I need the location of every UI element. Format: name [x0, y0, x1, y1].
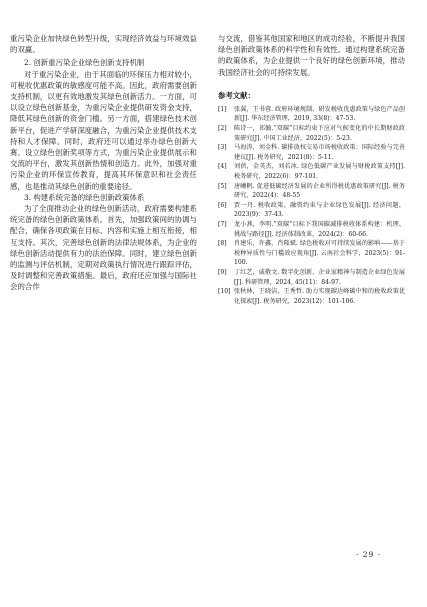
section-3-heading: 3. 构建系统完备的绿色创新政策体系 [24, 192, 145, 202]
continuation-paragraph: 与交流，借鉴其他国家和地区的成功经验，不断提升我国绿色创新政策体系的科学性和有效性。通过构建系统完备的政策体系，为企业提供一个良好的绿色创新环境，推动我国经济社会的可持续发展。 [218, 34, 405, 77]
reference-text: 贾一丹. 税收政策、融资约束与企业绿色发展[J]. 经济问题，2023(9)：37-43. [234, 201, 405, 219]
reference-number: [7] [218, 220, 227, 228]
reference-text: 马海涛，刘金科. 碳排放权交易市场税收政策：国际经验与完善建议[J]. 税务研究，2021(8)：5-11. [234, 144, 405, 161]
section-3-body: 为了全面推动企业的绿色创新活动，政府需要构建系统完备的绿色创新政策体系。首先，加强政策间的协调与配合，确保各项政策在目标、内容和实施上相互衔接，相互支持。其次，完善绿色创新的法律法规体系，为企业的绿色创新活动提供有力的法治保障。同时，建立绿色创新的监测与评估机制，定期对政策执行情况进行跟踪评估，及时调整和完善政策措施。最后，政府还应加强与国际社会的合作 [10, 204, 197, 292]
reference-item [218, 105, 405, 124]
intro-paragraph: 重污染企业加快绿色转型升级，实现经济效益与环境效益的双赢。 [10, 34, 197, 55]
section-2-body: 对于重污染企业，由于其面临的环保压力相对较小，可税收优惠政策的敏感度可能不高。因此，政府需要创新支持机制，以更有效地激发其绿色创新活力。一方面，可以设立绿色创新基金，为重污染企业提供研发资金支持，降低其绿色创新的资金门槛。另一方面，搭建绿色技术创新平台，促进产学研深度融合，为重污染企业提供技术支持和人才保障。同时，政府还可以通过举办绿色创新大赛、设立绿色创新奖项等方式，为重污染企业提供展示和交流的平台，激发其创新热情和创造力。此外，加强对重污染企业的环保宣传教育，提高其环保意识和社会责任感，也是推动其绿色创新的重要途径。 [10, 69, 197, 191]
reference-text: 唐曦帆. 促进低碳经济发展的企业所得税优惠政策研究[J]. 税务研究，2022(4)：48-55 [234, 182, 405, 200]
reference-text: 龙小燕，李明.“双碳”目标下我国碳减排税收体系构建：机理、挑战与路径[J]. 经济体制改革，2024(2)：60-66. [234, 220, 405, 238]
reference-text: 肖建乐，许鑫，肖隆斌. 绿色税收对可持续发展的影响——基于税种异质性与门槛效应视角[J]. 云南社会科学，2023(5)：91-100. [234, 240, 405, 267]
reference-text: 丁红艺，戚敬文. 数字化创新、企业家精神与制造企业绿色发展[J]. 科研管理，2024, 45(11)：84-97. [234, 268, 405, 286]
reference-number: [8] [218, 240, 227, 248]
reference-item [218, 143, 405, 162]
reference-item [218, 182, 405, 201]
reference-item [218, 268, 405, 287]
reference-text: 刘蓓，金英杰，刘若冰. 绿色低碳产业发展与财税政策支持[J]. 税务研究，2022(6)：97-101. [234, 163, 405, 180]
reference-number: [9] [218, 268, 227, 276]
reference-number: [5] [218, 182, 227, 190]
reference-item [218, 287, 405, 306]
reference-item [218, 201, 405, 220]
references-list [218, 105, 405, 306]
reference-item [218, 124, 405, 143]
reference-item [218, 239, 405, 268]
references-title: 参考文献： [218, 90, 255, 100]
right-column [218, 33, 405, 306]
reference-number: [3] [218, 144, 227, 152]
section-2-heading: 2. 创新重污染企业绿色创新支持机制 [24, 58, 145, 68]
reference-item [218, 162, 405, 181]
reference-text: 陈诗一，祁毓.“双碳”目标约束下应对气候变化的中长期财政政策研究[J]. 中国工业经济，2022(5)：5-23. [234, 125, 405, 142]
left-column [10, 33, 197, 293]
reference-number: [4] [218, 163, 227, 171]
reference-number: [1] [218, 105, 227, 113]
reference-number: [6] [218, 201, 227, 209]
reference-item [218, 220, 405, 239]
reference-number: [2] [218, 125, 227, 132]
reference-text: 张翼，王书蓉. 政府环境规制、研发税收优惠政策与绿色产品创新[J]. 华东经济管理，2019, 33(8)：47-53. [234, 105, 405, 123]
reference-text: 张秋林，王晓洁，王秀哲. 助力实现碳达峰碳中和的税收政策优化探索[J]. 税务研究，2023(12)：101-106. [234, 288, 405, 305]
reference-number: [10] [218, 288, 231, 296]
page-number: · 29 · [356, 550, 382, 559]
